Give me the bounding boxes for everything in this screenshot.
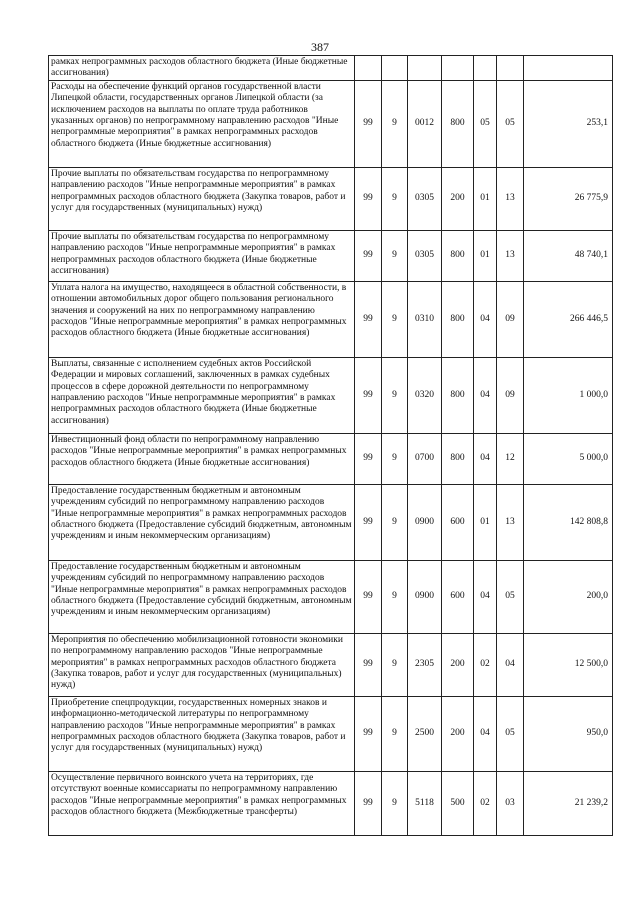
subsection-code: 12 <box>497 433 524 484</box>
amount: 253,1 <box>524 80 613 167</box>
expense-type-code: 200 <box>442 633 474 696</box>
expense-description: Мероприятия по обеспечению мобилизационной готовности экономики по непрограммному направлению расходов "Иные непрограммные мероприятия" в рамках непрограммных расходов областного бюджета (Закупка товаров, работ и услуг для государственных (муниципальных) нужд) <box>49 633 355 696</box>
program-code: 99 <box>355 80 382 167</box>
subprogram-code: 9 <box>382 771 408 835</box>
table-row <box>49 633 613 696</box>
program-code: 99 <box>355 771 382 835</box>
section-code: 01 <box>474 484 497 560</box>
amount: 142 808,8 <box>524 484 613 560</box>
program-code: 99 <box>355 230 382 281</box>
section-code <box>474 56 497 81</box>
subprogram-code <box>382 56 408 81</box>
expense-description: Прочие выплаты по обязательствам государства по непрограммному направлению расходов "Иные непрограммные мероприятия" в рамках непрограммных расходов областного бюджета (Закупка товаров, работ и услуг для государственных (муниципальных) нужд) <box>49 167 355 230</box>
subprogram-code: 9 <box>382 281 408 357</box>
section-code: 02 <box>474 771 497 835</box>
expense-description: Предоставление государственным бюджетным и автономным учреждениям субсидий по непрограммному направлению расходов "Иные непрограммные мероприятия" в рамках непрограммных расходов областного бюджета (Предоставление субсидий бюджетным, автономным учреждениям и иным некоммерческим организациям) <box>49 560 355 633</box>
expense-description: Инвестиционный фонд области по непрограммному направлению расходов "Иные непрограммные мероприятия" в рамках непрограммных расходов областного бюджета (Иные бюджетные ассигнования) <box>49 433 355 484</box>
direction-code: 0900 <box>408 560 442 633</box>
expense-type-code: 600 <box>442 484 474 560</box>
amount: 48 740,1 <box>524 230 613 281</box>
subsection-code: 05 <box>497 560 524 633</box>
page-number: 387 <box>311 40 329 54</box>
subsection-code: 05 <box>497 80 524 167</box>
subprogram-code: 9 <box>382 357 408 433</box>
amount: 5 000,0 <box>524 433 613 484</box>
expense-description: Осуществление первичного воинского учета на территориях, где отсутствуют военные комиссариаты по непрограммному направлению расходов "Иные непрограммные мероприятия" в рамках непрограммных расходов областного бюджета (Межбюджетные трансферты) <box>49 771 355 835</box>
subsection-code: 13 <box>497 230 524 281</box>
subsection-code: 13 <box>497 484 524 560</box>
amount: 1 000,0 <box>524 357 613 433</box>
program-code <box>355 56 382 81</box>
expense-description: Предоставление государственным бюджетным и автономным учреждениям субсидий по непрограммному направлению расходов "Иные непрограммные мероприятия" в рамках непрограммных расходов областного бюджета (Предоставление субсидий бюджетным, автономным учреждениям и иным некоммерческим организациям) <box>49 484 355 560</box>
table-row <box>49 56 613 81</box>
section-code: 02 <box>474 633 497 696</box>
table-row <box>49 484 613 560</box>
section-code: 01 <box>474 167 497 230</box>
expense-type-code: 200 <box>442 696 474 771</box>
subprogram-code: 9 <box>382 167 408 230</box>
table-row <box>49 771 613 835</box>
expense-description: Расходы на обеспечение функций органов государственной власти Липецкой области, государственных органов Липецкой области (за исключением расходов на выплаты по оплате труда работников указанных органов) по непрограммному направлению расходов "Иные непрограммные мероприятия" в рамках непрограммных расходов областного бюджета (Иные бюджетные ассигнования) <box>49 80 355 167</box>
table-row <box>49 80 613 167</box>
direction-code: 2500 <box>408 696 442 771</box>
direction-code: 2305 <box>408 633 442 696</box>
subprogram-code: 9 <box>382 633 408 696</box>
expense-type-code <box>442 56 474 81</box>
section-code: 04 <box>474 696 497 771</box>
direction-code: 0012 <box>408 80 442 167</box>
direction-code: 5118 <box>408 771 442 835</box>
program-code: 99 <box>355 433 382 484</box>
program-code: 99 <box>355 281 382 357</box>
amount: 266 446,5 <box>524 281 613 357</box>
amount: 21 239,2 <box>524 771 613 835</box>
expense-type-code: 800 <box>442 433 474 484</box>
amount <box>524 56 613 81</box>
expense-description: Прочие выплаты по обязательствам государства по непрограммному направлению расходов "Иные непрограммные мероприятия" в рамках непрограммных расходов областного бюджета (Иные бюджетные ассигнования) <box>49 230 355 281</box>
subprogram-code: 9 <box>382 433 408 484</box>
section-code: 04 <box>474 281 497 357</box>
expense-type-code: 800 <box>442 357 474 433</box>
section-code: 04 <box>474 433 497 484</box>
table-row <box>49 433 613 484</box>
subprogram-code: 9 <box>382 230 408 281</box>
section-code: 01 <box>474 230 497 281</box>
table-row <box>49 357 613 433</box>
subprogram-code: 9 <box>382 560 408 633</box>
program-code: 99 <box>355 484 382 560</box>
amount: 26 775,9 <box>524 167 613 230</box>
table-row <box>49 696 613 771</box>
section-code: 05 <box>474 80 497 167</box>
direction-code: 0305 <box>408 230 442 281</box>
expense-type-code: 800 <box>442 230 474 281</box>
expense-description: Приобретение спецпродукции, государственных номерных знаков и информационно-методической литературы по непрограммному направлению расходов "Иные непрограммные мероприятия" в рамках непрограммных расходов областного бюджета (Закупка товаров, работ и услуг для государственных (муниципальных) нужд) <box>49 696 355 771</box>
amount: 12 500,0 <box>524 633 613 696</box>
direction-code: 0310 <box>408 281 442 357</box>
subsection-code: 05 <box>497 696 524 771</box>
subprogram-code: 9 <box>382 484 408 560</box>
expense-description: рамках непрограммных расходов областного бюджета (Иные бюджетные ассигнования) <box>49 56 355 81</box>
direction-code: 0305 <box>408 167 442 230</box>
subsection-code: 09 <box>497 357 524 433</box>
direction-code: 0700 <box>408 433 442 484</box>
subprogram-code: 9 <box>382 696 408 771</box>
table-row <box>49 560 613 633</box>
amount: 950,0 <box>524 696 613 771</box>
expense-type-code: 200 <box>442 167 474 230</box>
subsection-code: 09 <box>497 281 524 357</box>
budget-rows <box>49 56 613 836</box>
table-row <box>49 281 613 357</box>
expense-description: Выплаты, связанные с исполнением судебных актов Российской Федерации и мировых соглашений, заключенных в рамках судебных процессов в сфере дорожной деятельности по непрограммному направлению расходов "Иные непрограммные мероприятия" в рамках непрограммных расходов областного бюджета (Иные бюджетные ассигнования) <box>49 357 355 433</box>
program-code: 99 <box>355 357 382 433</box>
subsection-code <box>497 56 524 81</box>
section-code: 04 <box>474 357 497 433</box>
direction-code <box>408 56 442 81</box>
program-code: 99 <box>355 167 382 230</box>
direction-code: 0320 <box>408 357 442 433</box>
amount: 200,0 <box>524 560 613 633</box>
program-code: 99 <box>355 560 382 633</box>
table-row <box>49 167 613 230</box>
subsection-code: 13 <box>497 167 524 230</box>
expense-type-code: 500 <box>442 771 474 835</box>
program-code: 99 <box>355 633 382 696</box>
direction-code: 0900 <box>408 484 442 560</box>
section-code: 04 <box>474 560 497 633</box>
table-row <box>49 230 613 281</box>
expense-type-code: 800 <box>442 281 474 357</box>
expense-type-code: 600 <box>442 560 474 633</box>
expense-type-code: 800 <box>442 80 474 167</box>
subsection-code: 04 <box>497 633 524 696</box>
subsection-code: 03 <box>497 771 524 835</box>
expense-description: Уплата налога на имущество, находящееся в областной собственности, в отношении автомобильных дорог общего пользования регионального значения и сооружений на них по непрограммному направлению расходов "Иные непрограммные мероприятия" в рамках непрограммных расходов областного бюджета (Иные бюджетные ассигнования) <box>49 281 355 357</box>
subprogram-code: 9 <box>382 80 408 167</box>
program-code: 99 <box>355 696 382 771</box>
budget-table <box>48 55 613 836</box>
